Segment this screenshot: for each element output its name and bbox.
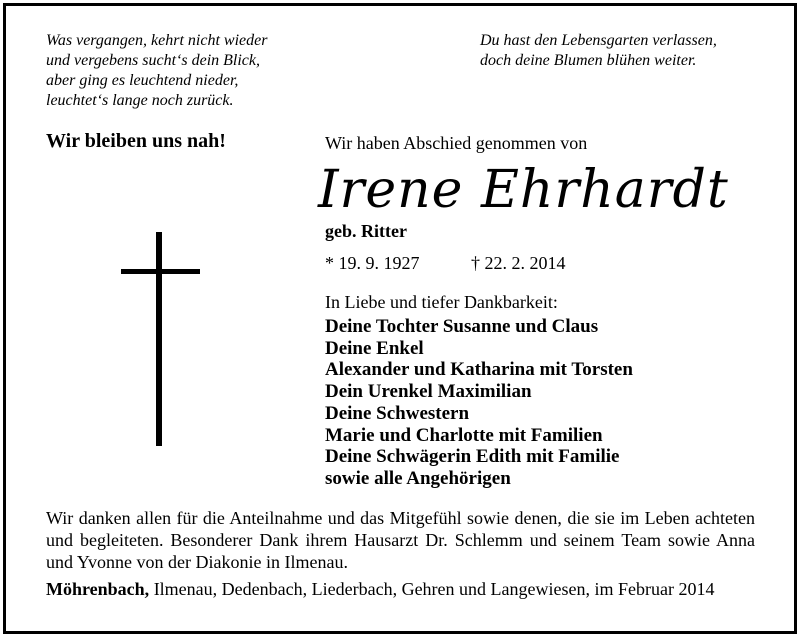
mourner-line: Dein Urenkel Maximilian: [325, 381, 532, 403]
deceased-name: Irene Ehrhardt: [318, 160, 729, 220]
cross-icon: [156, 232, 162, 446]
poem-left: [46, 31, 267, 111]
cross-icon-bar: [121, 269, 200, 274]
mourners-list: [325, 316, 633, 490]
poem-line: und vergebens sucht‘s dein Blick,: [46, 52, 261, 69]
thanks-paragraph: Wir danken allen für die Anteilnahme und das Mitgefühl sowie denen, die sie im Leben achteten und begleiteten. Besonderer Dank ihrem Hausarzt Dr. Schlemm und seinem Team sowie Anna und Yvonne von der Diakonie in Ilmenau.: [46, 508, 755, 572]
place-main: Möhrenbach,: [46, 579, 150, 599]
poem-line: aber ging es leuchtend nieder,: [46, 72, 239, 89]
gratitude-line: In Liebe und tiefer Dankbarkeit:: [325, 292, 558, 312]
mourner-line: Deine Schwestern: [325, 402, 470, 424]
intro-text: Wir haben Abschied genommen von: [325, 133, 588, 153]
place-rest: Ilmenau, Dedenbach, Liederbach, Gehren und Langewiesen, im Februar 2014: [149, 579, 715, 599]
birth-name: geb. Ritter: [325, 221, 407, 241]
mourner-line: Alexander und Katharina mit Torsten: [325, 359, 633, 381]
mourner-line: sowie alle Angehörigen: [325, 467, 511, 489]
place-line: [46, 579, 714, 600]
poem-line: leuchtet‘s lange noch zurück.: [46, 92, 234, 109]
poem-line: Was vergangen, kehrt nicht wieder: [46, 32, 268, 49]
birth-date: * 19. 9. 1927: [325, 253, 420, 273]
poem-right: [480, 31, 717, 71]
mourner-line: Marie und Charlotte mit Familien: [325, 424, 603, 446]
mourner-line: Deine Enkel: [325, 337, 424, 359]
death-date: † 22. 2. 2014: [471, 253, 566, 273]
life-dates: [325, 253, 566, 274]
mourner-line: Deine Tochter Susanne und Claus: [325, 316, 599, 337]
motto: Wir bleiben uns nah!: [46, 130, 226, 152]
poem-line: Du hast den Lebensgarten verlassen,: [480, 32, 717, 49]
poem-line: doch deine Blumen blühen weiter.: [480, 52, 697, 69]
mourner-line: Deine Schwägerin Edith mit Familie: [325, 446, 620, 468]
